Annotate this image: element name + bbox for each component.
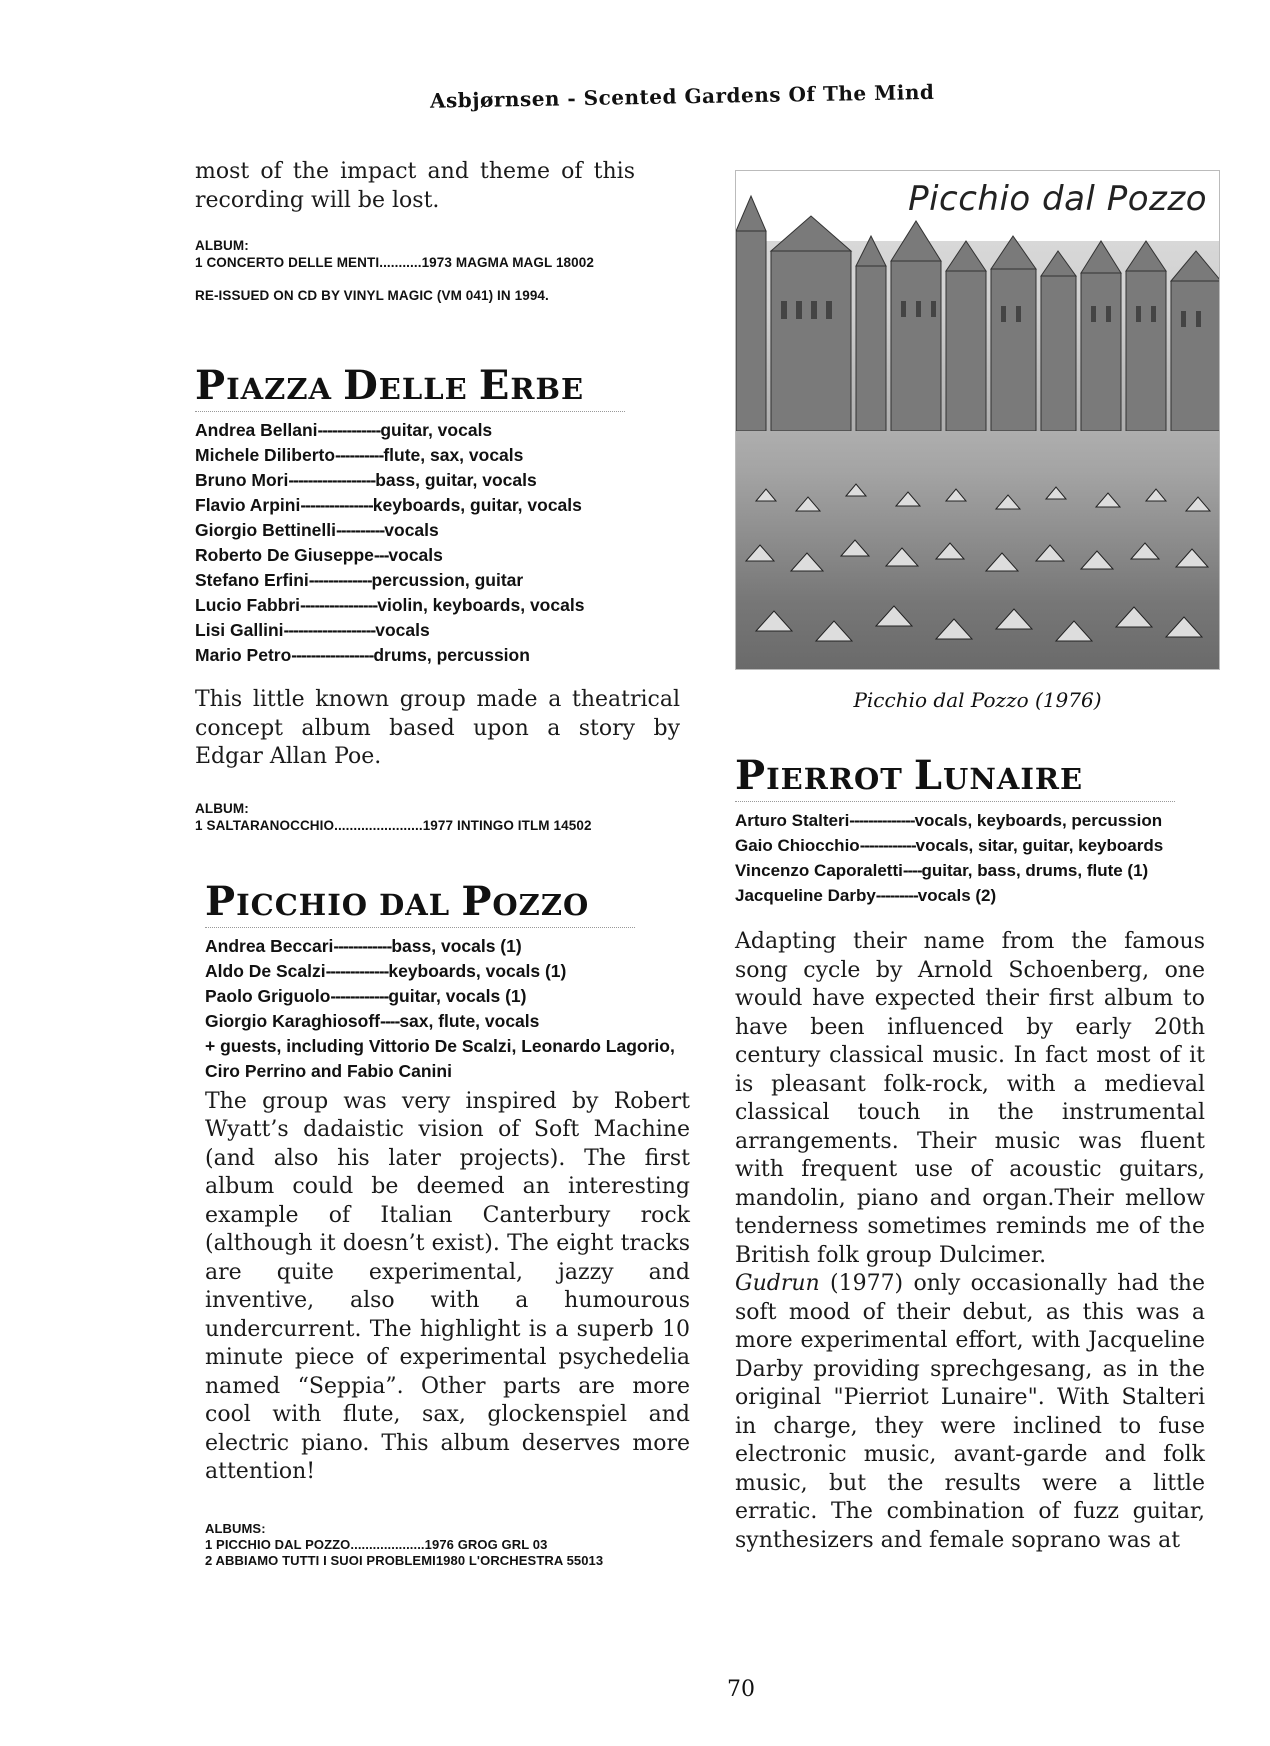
heading-rest: OZZO (492, 887, 590, 922)
heading-rest: DAL (379, 887, 451, 922)
cover-handwritten-title: Picchio dal Pozzo (908, 179, 1207, 219)
lineup-member (735, 833, 1220, 858)
member-dashes: -------------- (849, 811, 915, 830)
heading-rest: ICCHIO (236, 887, 369, 922)
album-dots: ........... (379, 255, 422, 270)
member-role: percussion, guitar (371, 570, 524, 590)
member-name: Arturo Stalteri (735, 811, 850, 830)
lineup (195, 418, 695, 668)
band-heading (195, 362, 625, 412)
album-title-gudrun: Gudrun (735, 1271, 820, 1296)
left-column (195, 158, 695, 1569)
lineup-member (195, 593, 695, 618)
member-name: Bruno Mori (195, 470, 289, 490)
lineup-member (195, 568, 695, 593)
member-dashes: --------------- (300, 495, 373, 515)
album-title: 1 PICCHIO DAL POZZO (205, 1536, 351, 1552)
heading-initial: P (195, 362, 227, 409)
heading-initial: P (461, 877, 493, 925)
member-dashes: ---------- (335, 520, 385, 540)
member-role: guitar, vocals (380, 420, 493, 440)
city-skyline-illustration (736, 191, 1220, 431)
lineup-member (195, 643, 695, 668)
member-name: Giorgio Karaghiosoff (205, 1010, 380, 1031)
member-dashes: --- (373, 545, 389, 565)
member-name: Jacqueline Darby (735, 886, 876, 905)
member-role: vocals, keyboards, percussion (914, 811, 1163, 830)
album-label: ALBUM: (195, 800, 249, 816)
member-role: flute, sax, vocals (383, 445, 524, 465)
member-role: keyboards, vocals (1) (388, 960, 567, 981)
lineup-member (195, 418, 695, 443)
lineup-member (735, 858, 1220, 883)
heading-initial: P (735, 752, 767, 799)
album-details: 1977 INTINGO ITLM 14502 (422, 817, 592, 833)
band-heading (205, 878, 635, 928)
member-name: Flavio Arpini (195, 495, 301, 515)
description-paragraph-1: Adapting their name from the famous song cycle by Arnold Schoenberg, one would have expected their first album to have been influenced by early 20th century classical music. In fact most of it is pleasant folk-rock, with a medieval classical touch in the instrumental arrangements. Their music was fluent with frequent use of acoustic guitars, mandolin, piano and organ.Their mellow tenderness sometimes reminds me of the British folk group Dulcimer. (735, 929, 1205, 1268)
member-name: Lisi Gallini (195, 620, 284, 640)
album-details: 1973 MAGMA MAGL 18002 (421, 255, 594, 270)
member-name: Andrea Beccari (205, 935, 334, 956)
heading-rest: IERROT (766, 762, 903, 796)
lineup-member (195, 493, 695, 518)
running-head: Asbjørnsen - Scented Gardens Of The Mind (429, 79, 935, 113)
member-dashes: ------------- (317, 420, 381, 440)
section-piazza-delle-erbe (195, 362, 695, 834)
album-label: ALBUMS: (205, 1520, 266, 1536)
lineup-member (205, 934, 695, 959)
member-dashes: ------------- (325, 960, 389, 981)
member-dashes: ------------ (330, 985, 389, 1006)
member-name: Stefano Erfini (195, 570, 309, 590)
member-role: bass, guitar, vocals (375, 470, 537, 490)
carryover-album (195, 237, 695, 304)
member-name: Andrea Bellani (195, 420, 318, 440)
photo-caption: Picchio dal Pozzo (1976) (853, 688, 1102, 712)
member-name: Mario Petro (195, 645, 292, 665)
member-dashes: ------------------- (283, 620, 376, 640)
band-description: This little known group made a theatrical concept album based upon a story by Edgar Allan Poe. (195, 687, 680, 769)
member-dashes: ------------------ (288, 470, 376, 490)
album-dots: ....................... (334, 817, 423, 833)
member-role: vocals, sitar, guitar, keyboards (915, 836, 1164, 855)
lineup (735, 808, 1220, 908)
member-name: Paolo Griguolo (205, 985, 331, 1006)
heading-initial: D (343, 362, 379, 409)
right-column (735, 170, 1220, 1555)
heading-rest: UNAIRE (943, 762, 1084, 796)
album-details: 1980 L'ORCHESTRA 55013 (435, 1552, 604, 1568)
page-number: 70 (727, 1677, 755, 1702)
member-name: Michele Diliberto (195, 445, 336, 465)
member-dashes: ------------ (333, 935, 392, 956)
lineup-member (195, 443, 695, 468)
lineup-member (205, 959, 695, 984)
member-role: vocals (2) (917, 886, 997, 905)
member-role: vocals (384, 520, 439, 540)
album-block (205, 1521, 695, 1569)
reissue-note: RE-ISSUED ON CD BY VINYL MAGIC (VM 041) IN 1994. (195, 288, 549, 303)
member-name: Giorgio Bettinelli (195, 520, 336, 540)
crowd-illustration (736, 441, 1220, 670)
album-dots: .................... (350, 1536, 425, 1552)
member-role: sax, flute, vocals (399, 1010, 540, 1031)
lineup-member (195, 468, 695, 493)
guests-line-continued: Ciro Perrino and Fabio Canini (205, 1060, 452, 1081)
member-dashes: ---- (902, 861, 922, 880)
member-role: keyboards, guitar, vocals (372, 495, 582, 515)
heading-rest: ELLE (378, 372, 468, 406)
carryover-text: most of the impact and theme of this recording will be lost. (195, 159, 635, 213)
member-role: vocals (375, 620, 430, 640)
member-dashes: ------------ (859, 836, 916, 855)
member-role: guitar, vocals (1) (388, 985, 527, 1006)
lineup-member (205, 1009, 695, 1034)
band-description-continued (735, 1270, 1205, 1555)
member-role: guitar, bass, drums, flute (1) (921, 861, 1149, 880)
member-name: Roberto De Giuseppe (195, 545, 374, 565)
section-picchio-dal-pozzo (195, 878, 695, 1569)
album-label: ALBUM: (195, 238, 249, 253)
album-entry (195, 817, 695, 834)
album-title: 1 CONCERTO DELLE MENTI (195, 255, 380, 270)
album-title: 1 SALTARANOCCHIO (195, 817, 335, 833)
heading-rest: IAZZA (226, 372, 332, 406)
heading-rest: RBE (510, 372, 585, 406)
heading-initial: P (205, 877, 237, 925)
member-role: violin, keyboards, vocals (377, 595, 585, 615)
member-dashes: ------------- (308, 570, 372, 590)
member-dashes: ---------------- (300, 595, 378, 615)
album-title: 2 ABBIAMO TUTTI I SUOI PROBLEMI (205, 1552, 436, 1568)
heading-initial: E (478, 362, 511, 409)
band-description: The group was very inspired by Robert Wyatt’s dadaistic vision of Soft Machine (and also his later projects). The first album could be deemed an interesting example of Italian Canterbury rock (although it doesn’t exist). The eight tracks are quite experimental, jazzy and inventive, also with a humourous undercurrent. The highlight is a superb 10 minute piece of experimental psychedelia named “Seppia”. Other parts are more cool with flute, sax, glockenspiel and electric piano. This album deserves more attention! (205, 1088, 690, 1484)
band-description (735, 928, 1205, 1270)
album-entry (195, 254, 695, 271)
band-heading (735, 752, 1175, 802)
description-paragraph-2: (1977) only occasionally had the soft mood of their debut, as this was a more experimental effort, with Jacqueline Darby providing sprechgesang, as in the original "Pierriot Lunaire". With Stalteri in charge, they were inclined to fuse electronic music, avant-garde and folk music, but the results were a little erratic. The combination of fuzz guitar, synthesizers and female soprano was at (735, 1271, 1205, 1553)
member-name: Lucio Fabbri (195, 595, 300, 615)
member-dashes: ---- (380, 1010, 400, 1031)
lineup-member (195, 543, 695, 568)
lineup-member (735, 808, 1220, 833)
album-cover-image (735, 170, 1220, 670)
lineup-member (735, 883, 1220, 908)
lineup-member (195, 618, 695, 643)
guests-line: + guests, including Vittorio De Scalzi, Leonardo Lagorio, (205, 1035, 675, 1056)
member-role: vocals (388, 545, 443, 565)
member-name: Gaio Chiocchio (735, 836, 860, 855)
section-pierrot-lunaire (735, 752, 1220, 1555)
album-block (195, 800, 695, 834)
album-details: 1976 GROG GRL 03 (424, 1536, 548, 1552)
lineup-member (205, 984, 695, 1009)
album-entry (205, 1553, 695, 1569)
lineup (205, 934, 695, 1034)
member-role: bass, vocals (1) (391, 935, 522, 956)
heading-initial: L (913, 752, 944, 799)
member-dashes: --------- (875, 886, 918, 905)
lineup-member (195, 518, 695, 543)
album-entry (205, 1537, 695, 1553)
member-dashes: ----------------- (291, 645, 374, 665)
member-name: Aldo De Scalzi (205, 960, 326, 981)
member-dashes: ---------- (335, 445, 384, 465)
member-role: drums, percussion (373, 645, 530, 665)
member-name: Vincenzo Caporaletti (735, 861, 903, 880)
